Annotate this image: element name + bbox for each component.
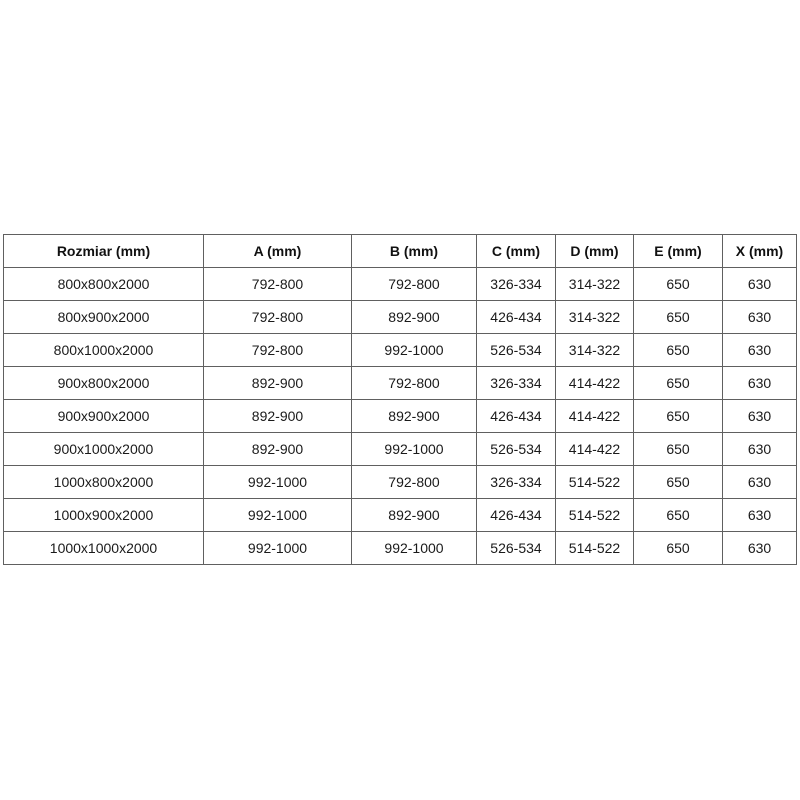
cell-x: 630 — [723, 334, 797, 367]
cell-x: 630 — [723, 367, 797, 400]
table-body — [4, 268, 797, 565]
cell-d: 514-522 — [556, 466, 634, 499]
header-cell-d: D (mm) — [556, 235, 634, 268]
cell-c: 426-434 — [477, 400, 556, 433]
table-row — [4, 400, 797, 433]
cell-x: 630 — [723, 433, 797, 466]
cell-c: 526-534 — [477, 334, 556, 367]
header-row — [4, 235, 797, 268]
cell-b: 992-1000 — [352, 532, 477, 565]
cell-e: 650 — [634, 367, 723, 400]
cell-a: 892-900 — [204, 400, 352, 433]
table-row — [4, 433, 797, 466]
cell-a: 992-1000 — [204, 466, 352, 499]
cell-x: 630 — [723, 400, 797, 433]
cell-a: 892-900 — [204, 433, 352, 466]
cell-size: 900x900x2000 — [4, 400, 204, 433]
cell-d: 314-322 — [556, 301, 634, 334]
cell-d: 414-422 — [556, 433, 634, 466]
cell-size: 1000x1000x2000 — [4, 532, 204, 565]
cell-b: 892-900 — [352, 499, 477, 532]
table-row — [4, 499, 797, 532]
cell-size: 800x1000x2000 — [4, 334, 204, 367]
table-row — [4, 301, 797, 334]
header-cell-x: X (mm) — [723, 235, 797, 268]
cell-e: 650 — [634, 268, 723, 301]
header-cell-a: A (mm) — [204, 235, 352, 268]
cell-e: 650 — [634, 532, 723, 565]
cell-e: 650 — [634, 334, 723, 367]
cell-x: 630 — [723, 301, 797, 334]
cell-d: 514-522 — [556, 532, 634, 565]
header-cell-rozmiar: Rozmiar (mm) — [4, 235, 204, 268]
cell-e: 650 — [634, 433, 723, 466]
cell-a: 892-900 — [204, 367, 352, 400]
cell-e: 650 — [634, 400, 723, 433]
cell-a: 792-800 — [204, 334, 352, 367]
size-table-container — [3, 234, 797, 565]
cell-x: 630 — [723, 466, 797, 499]
cell-c: 426-434 — [477, 301, 556, 334]
cell-b: 792-800 — [352, 367, 477, 400]
cell-b: 892-900 — [352, 400, 477, 433]
table-row — [4, 367, 797, 400]
cell-size: 900x1000x2000 — [4, 433, 204, 466]
header-cell-b: B (mm) — [352, 235, 477, 268]
size-table — [3, 234, 797, 565]
header-cell-e: E (mm) — [634, 235, 723, 268]
cell-b: 792-800 — [352, 466, 477, 499]
cell-c: 326-334 — [477, 268, 556, 301]
cell-a: 992-1000 — [204, 499, 352, 532]
header-cell-c: C (mm) — [477, 235, 556, 268]
cell-c: 526-534 — [477, 532, 556, 565]
table-header — [4, 235, 797, 268]
cell-e: 650 — [634, 499, 723, 532]
cell-e: 650 — [634, 301, 723, 334]
cell-b: 992-1000 — [352, 433, 477, 466]
cell-size: 800x800x2000 — [4, 268, 204, 301]
cell-size: 900x800x2000 — [4, 367, 204, 400]
cell-d: 314-322 — [556, 268, 634, 301]
cell-b: 792-800 — [352, 268, 477, 301]
cell-size: 1000x900x2000 — [4, 499, 204, 532]
cell-a: 792-800 — [204, 268, 352, 301]
cell-a: 792-800 — [204, 301, 352, 334]
cell-size: 800x900x2000 — [4, 301, 204, 334]
table-row — [4, 466, 797, 499]
cell-size: 1000x800x2000 — [4, 466, 204, 499]
table-row — [4, 268, 797, 301]
cell-c: 326-334 — [477, 367, 556, 400]
cell-c: 526-534 — [477, 433, 556, 466]
cell-x: 630 — [723, 532, 797, 565]
cell-b: 992-1000 — [352, 334, 477, 367]
cell-d: 414-422 — [556, 400, 634, 433]
cell-d: 514-522 — [556, 499, 634, 532]
table-row — [4, 334, 797, 367]
cell-c: 426-434 — [477, 499, 556, 532]
cell-c: 326-334 — [477, 466, 556, 499]
cell-a: 992-1000 — [204, 532, 352, 565]
cell-x: 630 — [723, 499, 797, 532]
cell-b: 892-900 — [352, 301, 477, 334]
cell-e: 650 — [634, 466, 723, 499]
cell-d: 414-422 — [556, 367, 634, 400]
cell-x: 630 — [723, 268, 797, 301]
cell-d: 314-322 — [556, 334, 634, 367]
table-row — [4, 532, 797, 565]
